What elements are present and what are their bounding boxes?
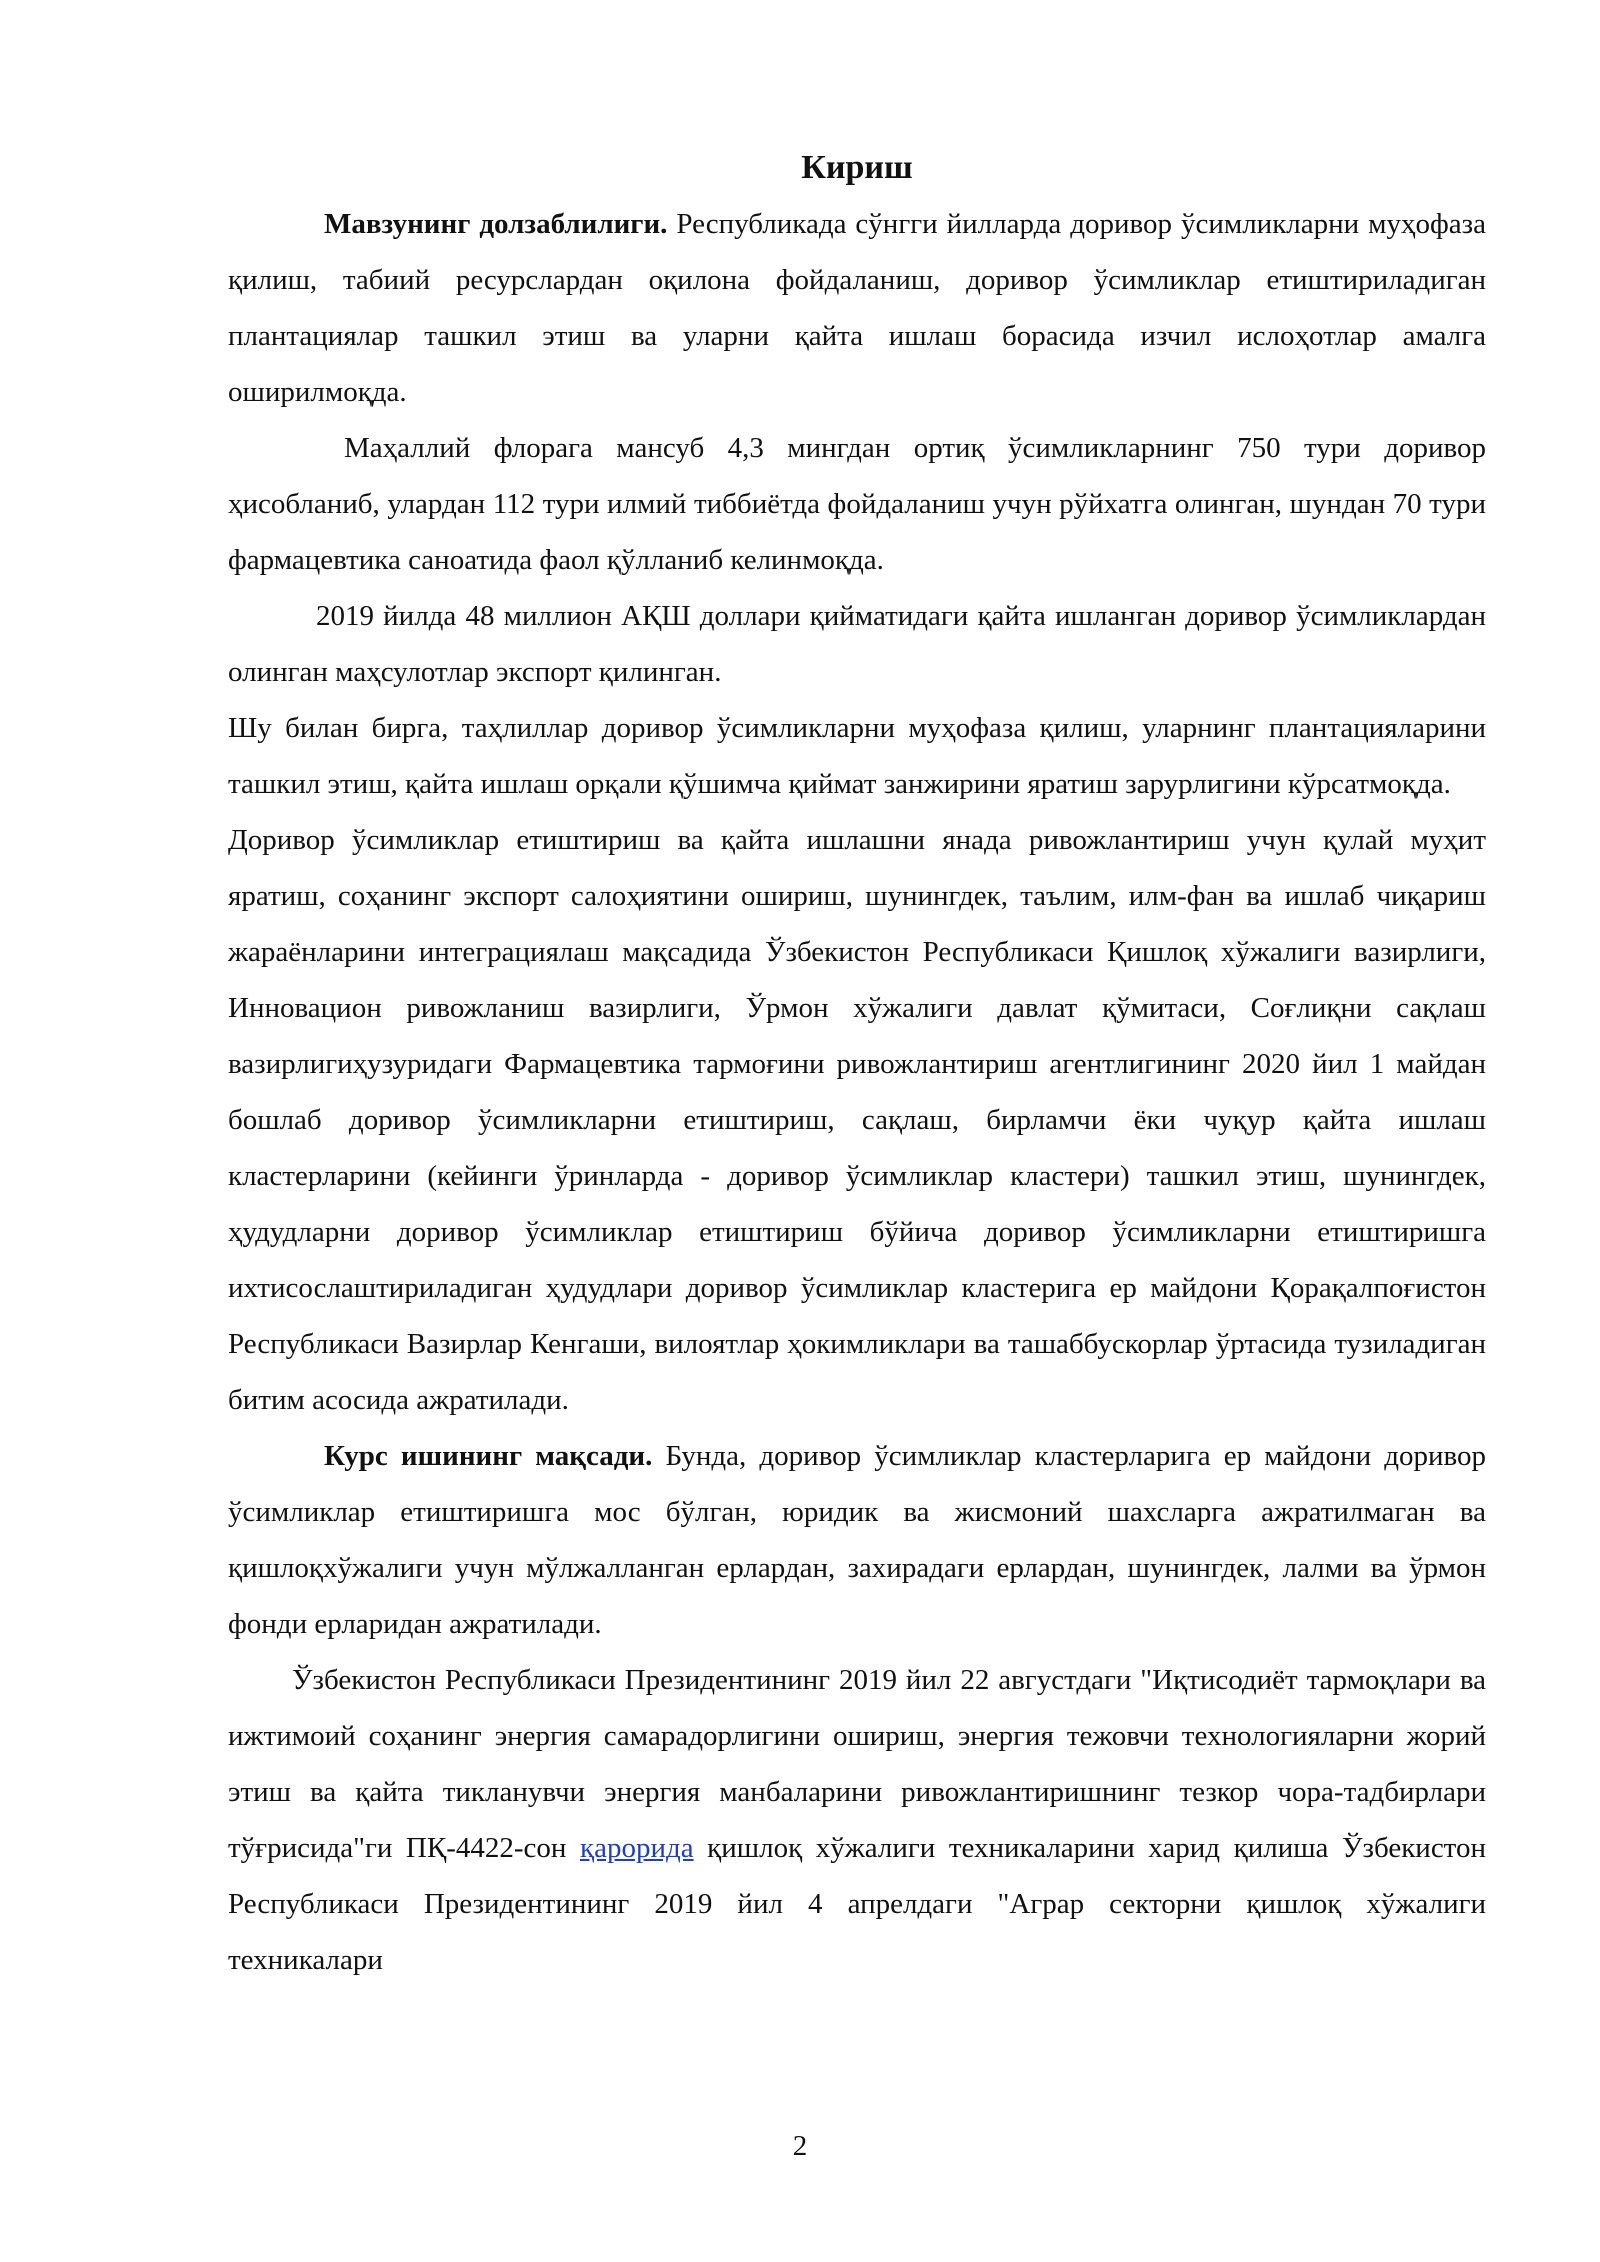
- document-body: [228, 140, 1486, 1988]
- page-number: 2: [792, 2130, 808, 2162]
- relevance-heading: Мавзунинг долзаблилиги.: [324, 208, 668, 240]
- paragraph-clusters: Доривор ўсимликлар етиштириш ва қайта ишлашни янада ривожлантириш учун қулай муҳит яратиш, соҳанинг экспорт салоҳиятини ошириш, шунингдек, таълим, илм-фан ва ишлаб чиқариш жараёнларини интеграциялаш мақсадида Ўзбекистон Республикаси Қишлоқ хўжалиги вазирлиги, Инновацион ривожланиш вазирлиги, Ўрмон хўжалиги давлат қўмитаси, Соғлиқни сақлаш вазирлигиҳузуридаги Фармацевтика тармоғини ривожлантириш агентлигининг 2020 йил 1 майдан бошлаб доривор ўсимликларни етиштириш, сақлаш, бирламчи ёки чуқур қайта ишлаш кластерларини (кейинги ўринларда - доривор ўсимликлар кластери) ташкил этиш, шунингдек, ҳудудларни доривор ўсимликлар етиштириш бўйича доривор ўсимликларни етиштиришга ихтисослаштириладиган ҳудудлари доривор ўсимликлар кластерига ер майдони Қорақалпоғистон Республикаси Вазирлар Кенгаши, вилоятлар ҳокимликлари ва ташаббускорлар ўртасида тузиладиган битим асосида ажратилади.: [228, 824, 1486, 1416]
- page-title: Кириш: [801, 149, 913, 186]
- goal-heading: Курс ишининг мақсади.: [324, 1440, 653, 1472]
- paragraph-analysis: Шу билан бирга, таҳлиллар доривор ўсимликларни муҳофаза қилиш, уларнинг плантацияларини ташкил этиш, қайта ишлаш орқали қўшимча қиймат занжирини яратиш зарурлигини кўрсатмоқда.: [228, 712, 1486, 800]
- paragraph-goal: [228, 1428, 1486, 1652]
- paragraph-export: 2019 йилда 48 миллион АҚШ доллари қийматидаги қайта ишланган доривор ўсимликлардан олинган маҳсулотлар экспорт қилинган.: [228, 600, 1486, 688]
- decree-text-before: Ўзбекистон Республикаси Президентининг 2019 йил 22 августдаги "Иқтисодиёт тармоқлари ва ижтимоий соҳанинг энергия самарадорлигини ошириш, энергия тежовчи технологияларни жорий этиш ва қайта тикланувчи энергия манбаларини ривожлантиришнинг тезкор чора-тадбирлари тўғрисида"ги ПҚ-4422-сон: [228, 1664, 1486, 1864]
- paragraph-decree: [228, 1652, 1486, 1988]
- relevance-text: Республикада сўнгги йилларда доривор ўсимликларни муҳофаза қилиш, табиий ресурслардан оқилона фойдаланиш, доривор ўсимликлар етиштириладиган плантациялар ташкил этиш ва уларни қайта ишлаш борасида изчил ислоҳотлар амалга оширилмоқда.: [228, 208, 1486, 408]
- decree-link[interactable]: қарорида: [579, 1832, 694, 1864]
- goal-text: Бунда, доривор ўсимликлар кластерларига ер майдони доривор ўсимликлар етиштиришга мос бўлган, юридик ва жисмоний шахсларга ажратилмаган ва қишлоқхўжалиги учун мўлжалланган ерлардан, захирадаги ерлардан, шунингдек, лалми ва ўрмон фонди ерларидан ажратилади.: [228, 1440, 1486, 1640]
- paragraph-flora: Маҳаллий флорага мансуб 4,3 мингдан ортиқ ўсимликларнинг 750 тури доривор ҳисобланиб, улардан 112 тури илмий тиббиётда фойдаланиш учун рўйхатга олинган, шундан 70 тури фармацевтика саноатида фаол қўлланиб келинмоқда.: [228, 432, 1486, 576]
- decree-text-after: қишлоқ хўжалиги техникаларини харид қилиша Ўзбекистон Республикаси Президентининг 2019 йил 4 апрелдаги "Аграр секторни қишлоқ хўжалиги техникалари: [228, 1832, 1486, 1976]
- paragraph-relevance: [228, 196, 1486, 420]
